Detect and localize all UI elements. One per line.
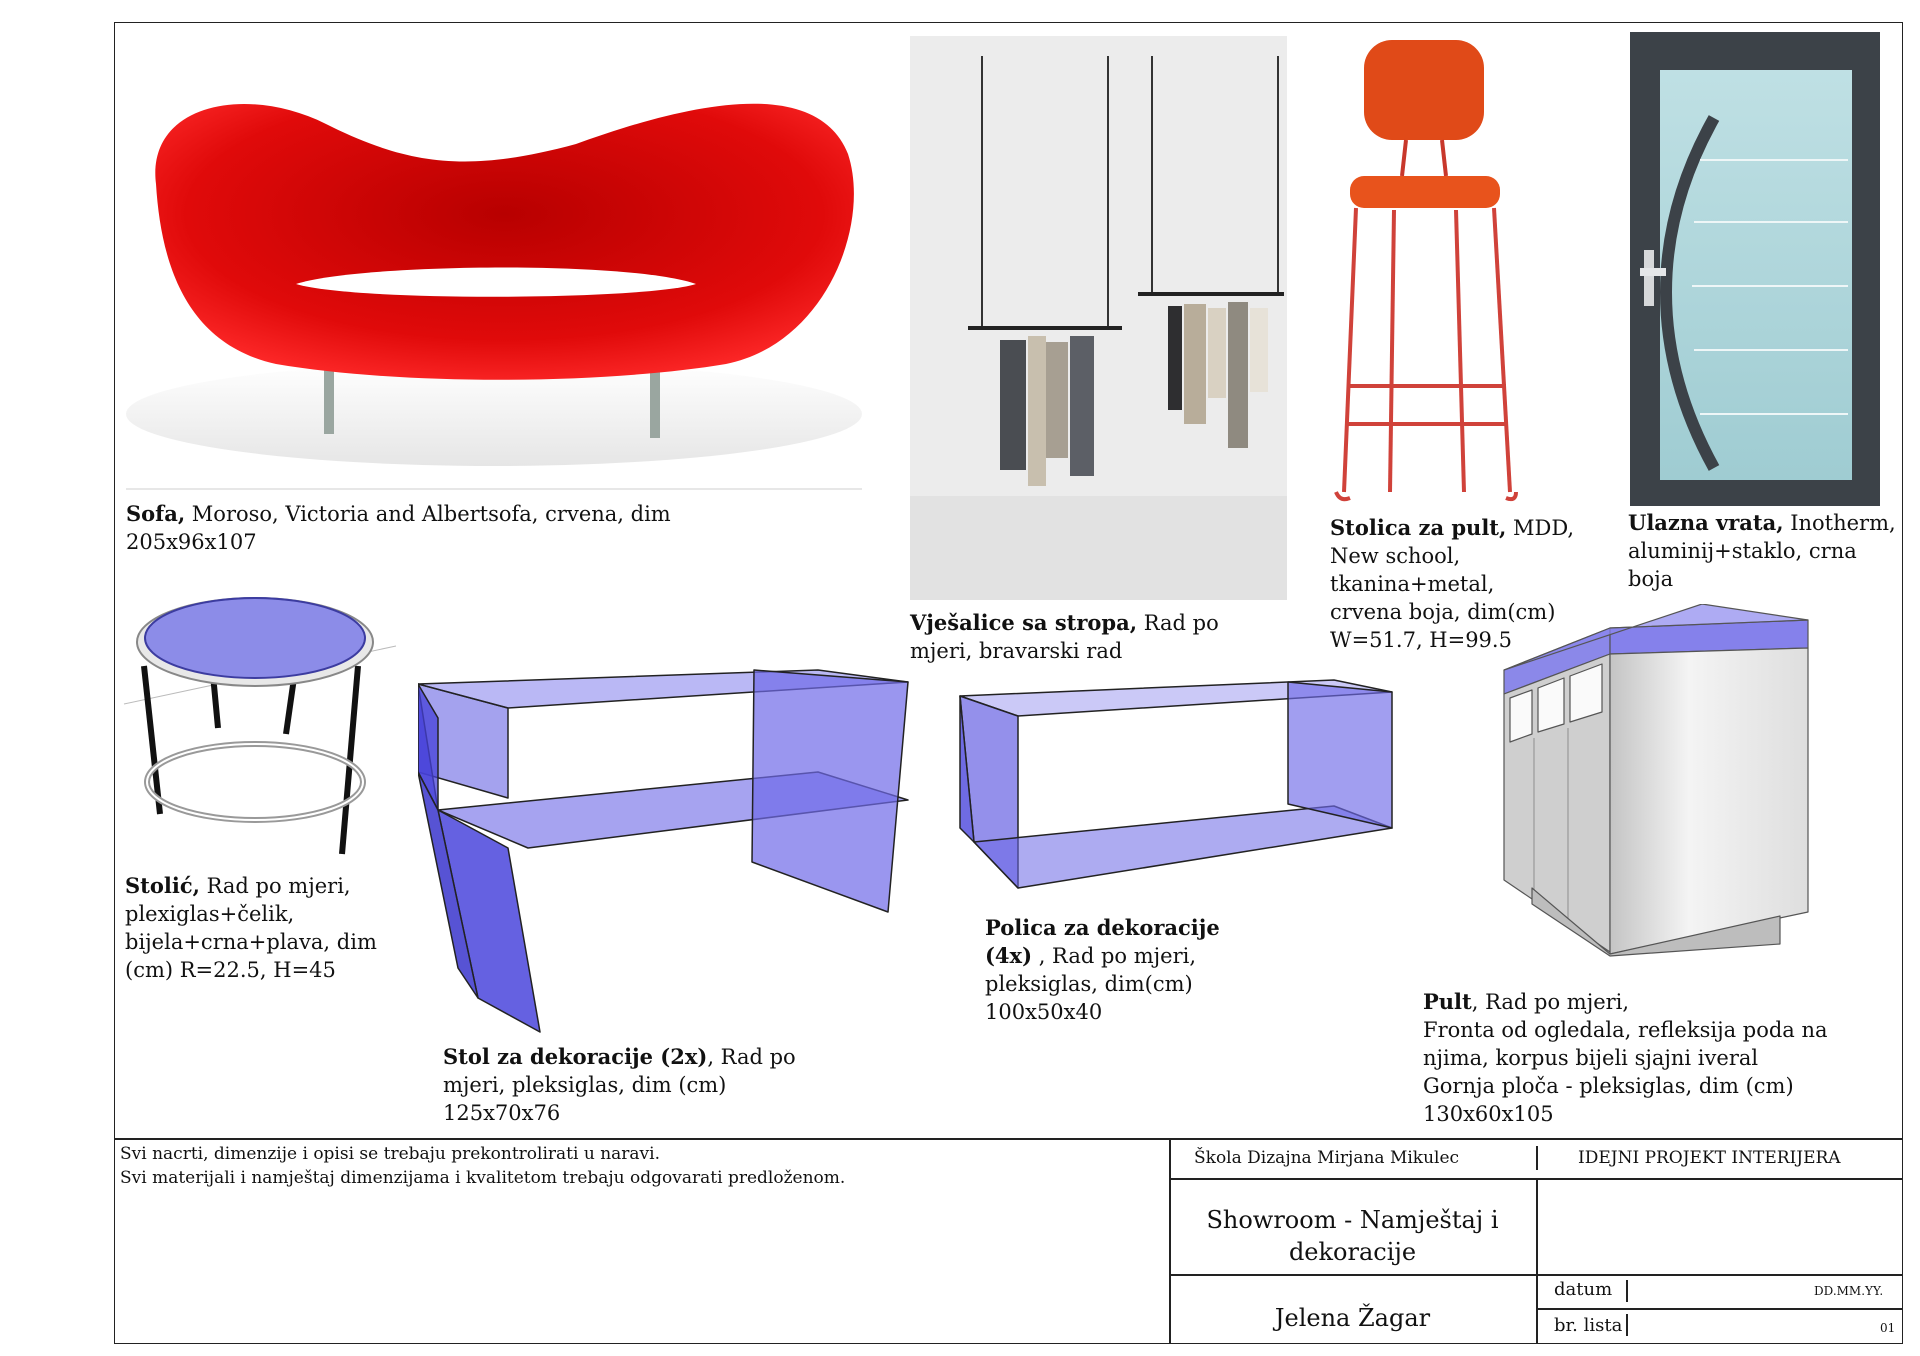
title-block-tick-1 [1536, 1146, 1538, 1170]
shelf-desc-2: pleksiglas, dim(cm) [985, 972, 1193, 996]
deco-table-caption [443, 1043, 843, 1127]
shelf-desc-1: , Rad po mjeri, [1032, 944, 1197, 968]
entrance-door-image [1630, 32, 1880, 506]
note-line-1: Svi nacrti, dimenzije i opisi se trebaju prekontrolirati u naravi. [120, 1144, 660, 1164]
sheet-number-label: br. lista [1554, 1315, 1623, 1336]
shelf-name-2: (4x) [985, 943, 1033, 968]
stool-desc-2: New school, tkanina+metal, [1330, 544, 1495, 596]
date-value: DD.MM.YY. [1814, 1284, 1884, 1298]
counter-caption [1423, 988, 1883, 1128]
side-table-desc-3: bijela+crna+plava, dim [125, 930, 377, 954]
stool-desc-3: crvena boja, dim(cm) [1330, 600, 1556, 624]
shelf-caption [985, 914, 1245, 1026]
side-table-desc-4: (cm) R=22.5, H=45 [125, 958, 336, 982]
side-table-caption [125, 872, 385, 984]
sofa-image [126, 64, 862, 492]
side-table-desc-2: plexiglas+čelik, [125, 902, 295, 926]
shelf-desc-3: 100x50x40 [985, 1000, 1103, 1024]
sofa-desc: Moroso, Victoria and Albertsofa, crvena, dim 205x96x107 [126, 502, 671, 554]
counter-desc-1: , Rad po mjeri, [1471, 990, 1630, 1014]
side-table-name: Stolić, [125, 873, 200, 898]
title-block-row-line-3 [1536, 1308, 1903, 1310]
project-type: IDEJNI PROJEKT INTERIJERA [1578, 1148, 1841, 1168]
deco-table-image [418, 668, 912, 1038]
deco-table-desc-3: 125x70x76 [443, 1101, 561, 1125]
bar-stool-image [1330, 36, 1520, 506]
door-desc-2: aluminij+staklo, crna boja [1628, 539, 1857, 591]
sheet-title [1169, 1204, 1536, 1268]
shelf-name-1: Polica za dekoracije [985, 915, 1220, 940]
title-block-tick-3 [1626, 1314, 1628, 1336]
door-desc-1: Inotherm, [1783, 511, 1896, 535]
school-name: Škola Dizajna Mirjana Mikulec [1194, 1148, 1460, 1168]
door-caption [1628, 509, 1908, 593]
counter-image [1492, 604, 1812, 958]
deco-shelf-image [958, 678, 1394, 894]
counter-desc-3: njima, korpus bijeli sjajni iveral [1423, 1046, 1759, 1070]
counter-name: Pult [1423, 989, 1472, 1014]
title-block [114, 1138, 1903, 1344]
sheet-title-line-1: Showroom - Namještaj i [1206, 1206, 1499, 1234]
stool-desc-4: W=51.7, H=99.5 [1330, 628, 1512, 652]
door-name: Ulazna vrata, [1628, 510, 1784, 535]
side-table-image [120, 596, 400, 866]
deco-table-desc-1: , Rad po [707, 1045, 796, 1069]
hangers-name: Vješalice sa stropa, [910, 610, 1138, 635]
note-line-2: Svi materijali i namještaj dimenzijama i kvalitetom trebaju odgovarati predloženom. [120, 1168, 846, 1188]
author-name: Jelena Žagar [1274, 1304, 1431, 1332]
title-block-top-border [114, 1138, 1903, 1140]
deco-table-name: Stol za dekoracije (2x) [443, 1044, 708, 1069]
title-block-col-line [1536, 1178, 1538, 1344]
hangers-caption [910, 609, 1250, 665]
sheet-number-value: 01 [1880, 1321, 1896, 1335]
counter-desc-2: Fronta od ogledala, refleksija poda na [1423, 1018, 1828, 1042]
sofa-name: Sofa, [126, 501, 186, 526]
counter-desc-5: 130x60x105 [1423, 1102, 1554, 1126]
title-block-tick-2 [1626, 1280, 1628, 1302]
counter-desc-4: Gornja ploča - pleksiglas, dim (cm) [1423, 1074, 1794, 1098]
stool-desc-1: MDD, [1506, 516, 1575, 540]
sofa-caption [126, 500, 686, 556]
sheet-title-line-2: dekoracije [1288, 1238, 1417, 1266]
side-table-desc-1: Rad po mjeri, [199, 874, 351, 898]
date-label: datum [1554, 1279, 1613, 1300]
deco-table-desc-2: mjeri, pleksiglas, dim (cm) [443, 1073, 727, 1097]
stool-name: Stolica za pult, [1330, 515, 1507, 540]
ceiling-hanger-image [910, 36, 1287, 600]
hangers-desc: Rad po mjeri, bravarski rad [910, 611, 1219, 663]
